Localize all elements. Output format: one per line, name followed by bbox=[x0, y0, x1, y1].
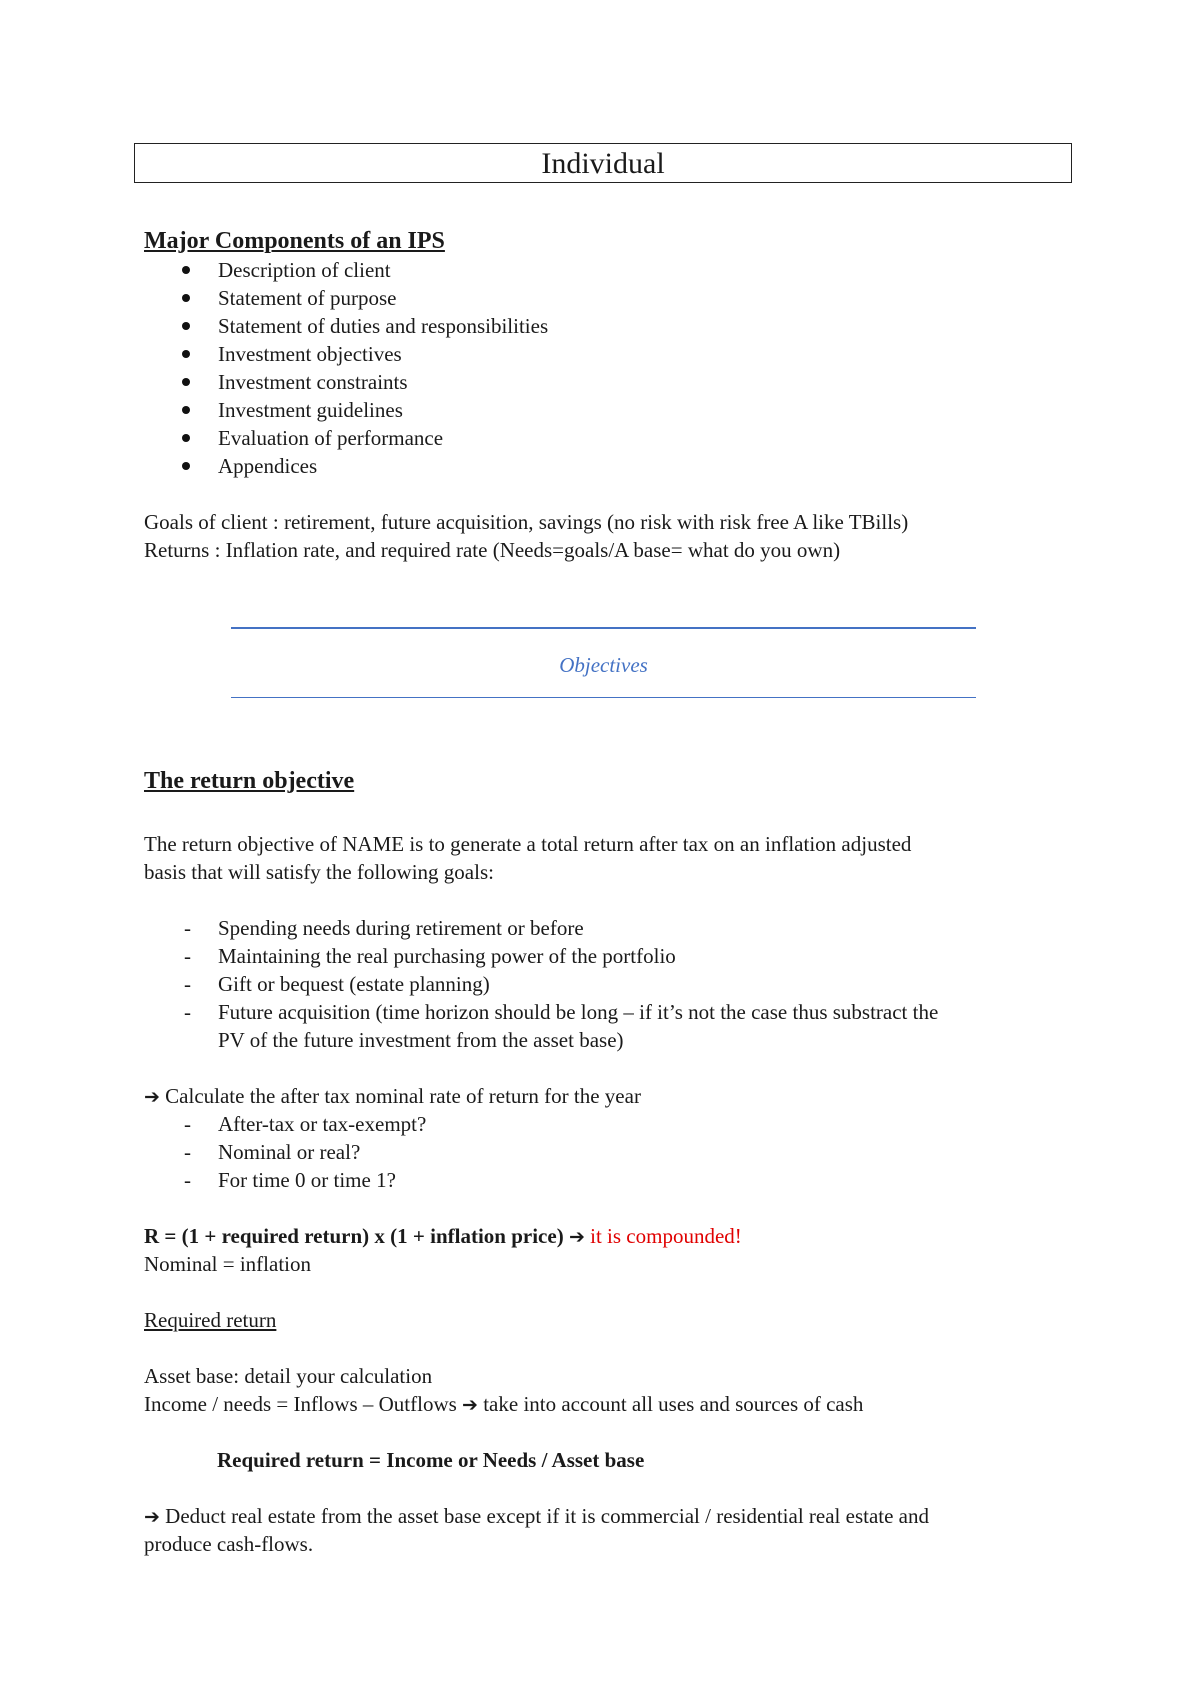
list-item-continuation: PV of the future investment from the asset base) bbox=[218, 1028, 624, 1052]
list-item: Investment guidelines bbox=[144, 396, 548, 424]
dash-icon: - bbox=[184, 1140, 191, 1164]
goals-list bbox=[144, 914, 938, 1054]
calc-line: ➔ Calculate the after tax nominal rate of return for the year bbox=[144, 1084, 641, 1108]
list-item: Appendices bbox=[144, 452, 548, 480]
bottom-divider bbox=[231, 697, 976, 698]
dash-icon: - bbox=[184, 1000, 191, 1024]
components-list bbox=[144, 256, 548, 480]
list-item: - For time 0 or time 1? bbox=[184, 1168, 396, 1192]
arrow-right-icon: ➔ bbox=[568, 1226, 585, 1248]
list-item: Statement of purpose bbox=[144, 284, 548, 312]
dash-icon: - bbox=[184, 1168, 191, 1192]
intro-line-2: basis that will satisfy the following goals: bbox=[144, 860, 494, 884]
dash-icon: - bbox=[184, 916, 191, 940]
arrow-right-icon: ➔ bbox=[144, 1506, 160, 1528]
bullet-icon bbox=[182, 462, 190, 470]
bullet-icon bbox=[182, 322, 190, 330]
list-item: Investment objectives bbox=[144, 340, 548, 368]
deduct-line-2: produce cash-flows. bbox=[144, 1532, 314, 1556]
formula-line: R = (1 + required return) x (1 + inflation price) ➔ it is compounded! bbox=[144, 1224, 742, 1248]
goals-line: Goals of client : retirement, future acquisition, savings (no risk with risk free A like TBills) bbox=[144, 510, 909, 534]
bullet-icon bbox=[182, 406, 190, 414]
top-divider bbox=[231, 627, 976, 629]
nominal-line: Nominal = inflation bbox=[144, 1252, 311, 1276]
arrow-right-icon: ➔ bbox=[462, 1394, 478, 1416]
required-return-label: Required return bbox=[144, 1308, 277, 1332]
list-item: Investment constraints bbox=[144, 368, 548, 396]
dash-icon: - bbox=[184, 1112, 191, 1136]
income-line: Income / needs = Inflows – Outflows ➔ take into account all uses and sources of cash bbox=[144, 1392, 864, 1416]
bullet-icon bbox=[182, 350, 190, 358]
list-item: Description of client bbox=[144, 256, 548, 284]
return-objective-heading: The return objective bbox=[144, 768, 355, 794]
required-return-formula: Required return = Income or Needs / Asset base bbox=[217, 1448, 645, 1472]
bullet-icon bbox=[182, 266, 190, 274]
list-item: - Gift or bequest (estate planning) bbox=[184, 972, 490, 996]
list-item: - Spending needs during retirement or before bbox=[184, 916, 584, 940]
compounded-note: it is compounded! bbox=[590, 1224, 742, 1248]
questions-list bbox=[144, 1110, 426, 1194]
deduct-line-1: ➔ Deduct real estate from the asset base except if it is commercial / residential real estate and bbox=[144, 1504, 930, 1528]
list-item: Statement of duties and responsibilities bbox=[144, 312, 548, 340]
list-item: Evaluation of performance bbox=[144, 424, 548, 452]
page-title: Individual bbox=[134, 143, 1072, 183]
list-item: - Nominal or real? bbox=[184, 1140, 361, 1164]
objectives-label: Objectives bbox=[559, 653, 648, 677]
intro-line-1: The return objective of NAME is to generate a total return after tax on an inflation adjusted bbox=[144, 832, 912, 856]
asset-base-line: Asset base: detail your calculation bbox=[144, 1364, 433, 1388]
list-item: - Maintaining the real purchasing power of the portfolio bbox=[184, 944, 676, 968]
bullet-icon bbox=[182, 378, 190, 386]
dash-icon: - bbox=[184, 972, 191, 996]
bullet-icon bbox=[182, 294, 190, 302]
returns-line: Returns : Inflation rate, and required rate (Needs=goals/A base= what do you own) bbox=[144, 538, 841, 562]
bullet-icon bbox=[182, 434, 190, 442]
dash-icon: - bbox=[184, 944, 191, 968]
arrow-right-icon: ➔ bbox=[144, 1086, 160, 1108]
list-item: - After-tax or tax-exempt? bbox=[184, 1112, 427, 1136]
major-components-heading: Major Components of an IPS bbox=[144, 228, 445, 254]
list-item: - Future acquisition (time horizon should be long – if it’s not the case thus substract the bbox=[184, 1000, 939, 1024]
